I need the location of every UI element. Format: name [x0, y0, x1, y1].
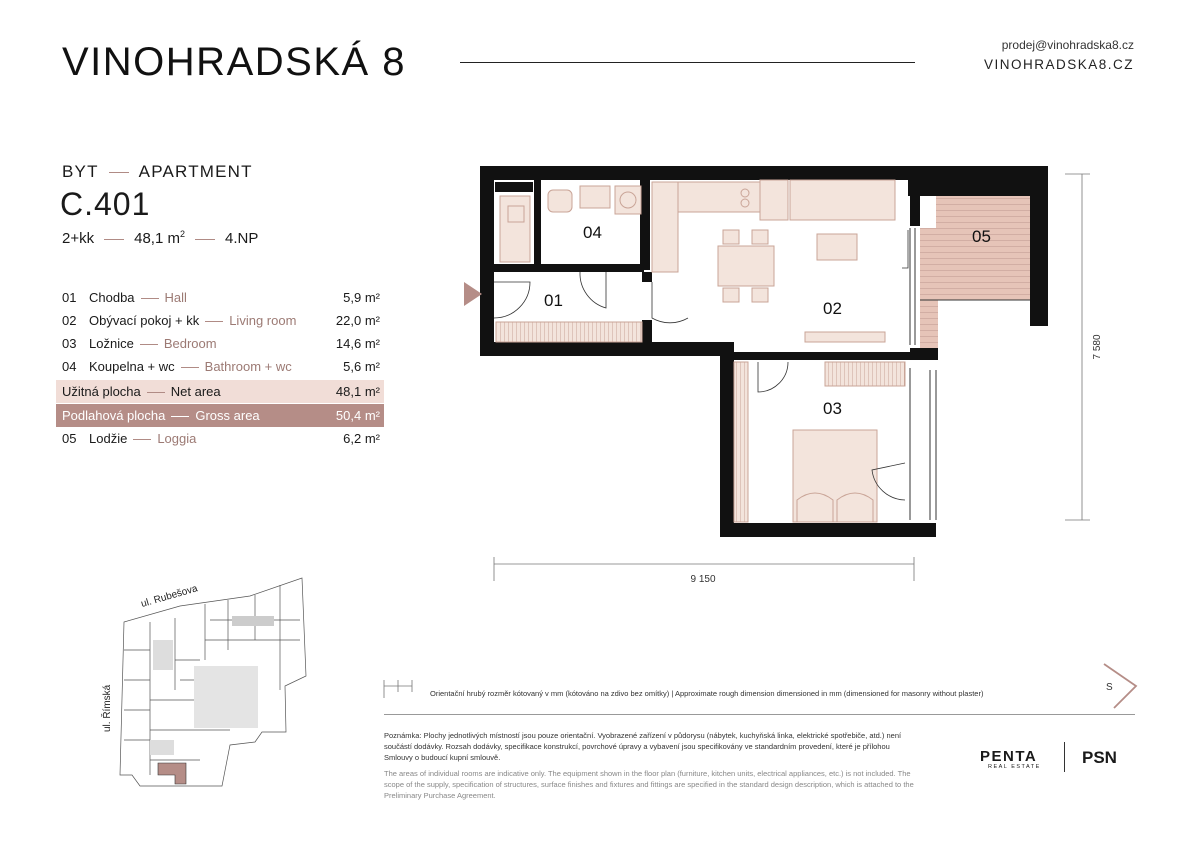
apartment-area-sup: 2	[179, 229, 185, 239]
dim-height: 7 580	[1092, 334, 1103, 360]
sink	[580, 186, 610, 208]
coffee-table	[817, 234, 857, 260]
room-name-cz: Obývací pokoj + kk	[89, 313, 200, 328]
chair	[723, 288, 739, 302]
room-number: 05	[62, 431, 77, 446]
street-rimska: ul. Římská	[102, 684, 113, 732]
room-number: 04	[62, 359, 77, 374]
wall-stub2	[642, 320, 652, 345]
bathroom-fixtures	[500, 186, 641, 262]
gross-area-en: Gross area	[195, 408, 260, 423]
room-dash	[205, 321, 223, 322]
room-dash	[140, 344, 158, 345]
room-name-en: Bedroom	[163, 336, 217, 351]
room-area: 5,9 m²	[343, 290, 380, 305]
room-number: 02	[62, 313, 77, 328]
apartment-code: C.401	[60, 186, 151, 222]
psn-logo: PSN	[1082, 748, 1117, 767]
apartment-floor: 4.NP	[224, 230, 259, 247]
room-dash	[147, 392, 165, 393]
living-balcony-door	[902, 230, 908, 268]
bedroom-shelf	[825, 362, 905, 386]
wall-left	[480, 166, 494, 356]
wall-bottom-left	[480, 342, 725, 356]
washer	[615, 186, 641, 214]
apartment-layout: 2+kk	[62, 230, 95, 247]
note-czech: Poznámka: Plochy jednotlivých místností jsou pouze orientační. Vyobrazené zařízení v půdorysu (nábytek, kuchyňská linka, elektrické spotřebiče, atd.) není součástí dodávky. Rozsah dodávky, specifikace konstrukcí, povrchové úpravy a vybavení jsou specifikovány ve standardním provedení, které je přílohou Smlouvy o budoucí kupní smlouvě.	[384, 731, 902, 762]
accent-dash	[104, 239, 124, 240]
apartment-meta	[62, 229, 258, 247]
site-map	[100, 570, 320, 795]
dim-width: 9 150	[690, 574, 716, 585]
wall-top	[480, 166, 920, 180]
wall-loggia-right	[1030, 166, 1048, 326]
hall-wardrobe	[496, 322, 642, 342]
room-row	[56, 309, 384, 332]
room-area: 5,6 m²	[343, 359, 380, 374]
room-number: 03	[62, 336, 77, 351]
room-name-cz: Lodžie	[89, 431, 128, 446]
gray-block	[232, 616, 274, 626]
wall-loggia-top	[908, 166, 1048, 196]
north-label: S	[1106, 682, 1113, 693]
email-link[interactable]: prodej@vinohradska8.cz	[1001, 38, 1134, 52]
bath-door	[580, 272, 606, 308]
chair	[752, 288, 768, 302]
room-table	[56, 286, 384, 450]
room-area: 14,6 m²	[335, 336, 380, 351]
chair	[723, 230, 739, 244]
bedroom-wardrobe	[734, 362, 748, 522]
entrance-arrow-icon	[464, 282, 482, 306]
penta-logo-subtitle: REAL ESTATE	[988, 764, 1041, 770]
north-arrow-icon	[1100, 662, 1140, 710]
accent-dash	[195, 239, 215, 240]
room-area: 6,2 m²	[343, 431, 380, 446]
label-living: 02	[823, 299, 842, 318]
room-name-en: Bathroom + wc	[204, 359, 292, 374]
header-divider	[460, 62, 915, 63]
dining-table	[718, 246, 774, 286]
room-row	[56, 355, 384, 378]
loggia-row	[56, 427, 384, 450]
room-area: 22,0 m²	[335, 313, 380, 328]
apartment-kind-en: APARTMENT	[138, 162, 253, 181]
room-dash	[133, 439, 151, 440]
shower-tray	[508, 206, 524, 222]
apartment-kind-cz: BYT	[62, 162, 99, 181]
room-row	[56, 286, 384, 309]
gross-area-value: 50,4 m²	[335, 408, 380, 423]
dimensions-note: Orientační hrubý rozměr kótovaný v mm (kótováno na zdivo bez omítky) | Approximate rough dimension dimensioned in mm (dimensioned for masonry without plaster)	[430, 689, 984, 698]
loggia-deck	[936, 196, 1030, 300]
label-loggia: 05	[972, 227, 991, 246]
gross-area-cz: Podlahová plocha	[62, 408, 166, 423]
room-name-cz: Koupelna + wc	[89, 359, 175, 374]
apartment-area: 48,1 m	[134, 230, 180, 247]
dimension-scale-icon	[380, 676, 416, 700]
room-dash	[181, 367, 199, 368]
wall-bedroom-bottom	[720, 523, 936, 537]
kitchen-tall	[760, 180, 788, 220]
gross-area-row	[56, 404, 384, 427]
room-name-en: Living room	[229, 313, 297, 328]
wall-bath-bottom	[494, 264, 644, 272]
floor-plan	[440, 160, 1120, 590]
room-name-cz: Ložnice	[89, 336, 134, 351]
shaft	[495, 182, 533, 192]
pillow	[797, 493, 833, 522]
website-link[interactable]: VINOHRADSKA8.CZ	[983, 57, 1134, 72]
label-bedroom: 03	[823, 399, 842, 418]
entrance-door	[494, 282, 530, 318]
room-row	[56, 332, 384, 355]
room-name-cz: Chodba	[89, 290, 135, 305]
net-area-en: Net area	[170, 384, 221, 399]
bedroom-door	[758, 362, 788, 392]
net-area-row	[56, 380, 384, 403]
gray-block	[153, 640, 173, 670]
penta-logo: PENTA	[980, 748, 1038, 765]
gray-block	[150, 740, 174, 755]
living-door	[652, 282, 688, 323]
project-title: VINOHRADSKÁ 8	[62, 40, 407, 84]
room-name-en: Loggia	[157, 431, 197, 446]
room-number: 01	[62, 290, 77, 305]
chair	[752, 230, 768, 244]
footer-divider	[384, 714, 1135, 715]
kitchen-side	[652, 182, 678, 272]
net-area-value: 48,1 m²	[335, 384, 380, 399]
wall-bedroom-left	[720, 342, 734, 537]
label-bathroom: 04	[583, 223, 602, 242]
net-area-cz: Užitná plocha	[62, 384, 141, 399]
room-name-en: Hall	[164, 290, 187, 305]
sofa	[790, 180, 895, 220]
courtyard	[194, 666, 258, 728]
wall-stub	[642, 272, 652, 282]
room-dash	[171, 416, 189, 417]
wall-bath-div	[534, 180, 541, 264]
bedroom-furniture	[734, 362, 905, 522]
pillow	[837, 493, 873, 522]
highlighted-unit	[158, 763, 186, 784]
street-rubesova: ul. Rubešova	[139, 583, 199, 610]
label-hall: 01	[544, 291, 563, 310]
note-english: The areas of individual rooms are indicative only. The equipment shown in the floor plan (furniture, kitchen units, electrical appliances, etc.) is not included. The scope of the supply, specification of structures, surface finishes and fixtures and fittings are specified in the standard design description, which is attached to the Preliminary Purchase Agreement.	[384, 769, 914, 800]
loggia-deck-side	[920, 228, 938, 348]
accent-dash	[109, 172, 129, 173]
wall-bedroom-top	[727, 352, 917, 360]
logo-divider	[1064, 742, 1065, 772]
tv-unit	[805, 332, 885, 342]
room-dash	[141, 298, 159, 299]
toilet	[548, 190, 572, 212]
apartment-kind	[62, 162, 253, 182]
